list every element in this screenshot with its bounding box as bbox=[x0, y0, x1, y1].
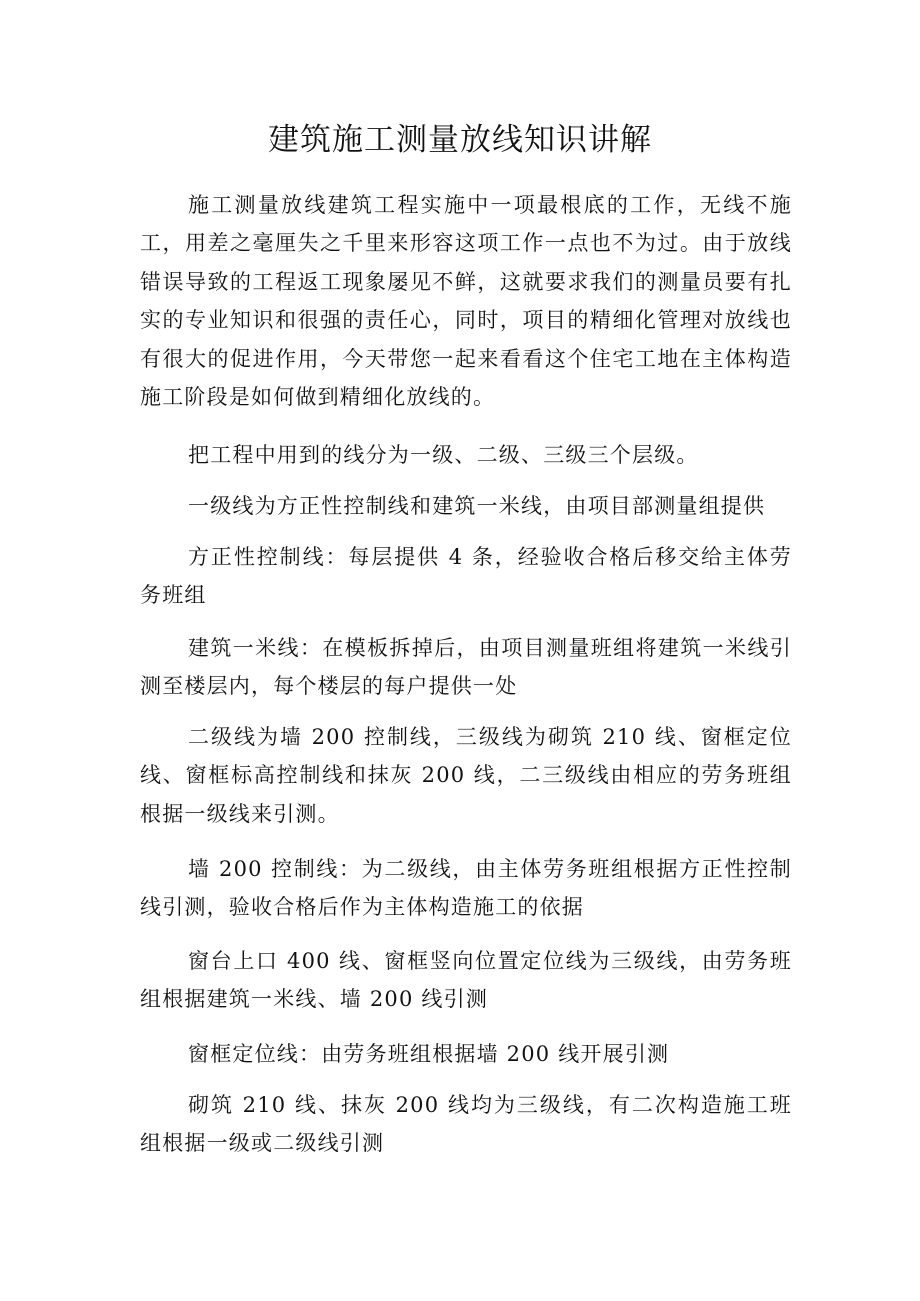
document-title: 建筑施工测量放线知识讲解 bbox=[268, 122, 652, 158]
paragraph-line-levels: 把工程中用到的线分为一级、二级、三级三个层级。 bbox=[188, 443, 699, 467]
paragraph-wall-200-line: 墙 200 控制线：为二级线，由主体劳务班组根据方正性控制线引测，验收合格后作为主体构造施工的依据 bbox=[140, 857, 792, 920]
paragraph-first-level: 一级线为方正性控制线和建筑一米线，由项目部测量组提供 bbox=[188, 494, 766, 518]
paragraph-squareness-control: 方正性控制线：每层提供 4 条，经验收合格后移交给主体劳务班组 bbox=[140, 545, 792, 608]
paragraph-window-frame-line: 窗框定位线：由劳务班组根据墙 200 线开展引测 bbox=[188, 1042, 670, 1066]
paragraph-second-third-level: 二级线为墙 200 控制线，三级线为砌筑 210 线、窗框定位线、窗框标高控制线和抹灰 200 线，二三级线由相应的劳务班组根据一级线来引测。 bbox=[140, 725, 792, 826]
paragraph-masonry-plaster-line: 砌筑 210 线、抹灰 200 线均为三级线，有二次构造施工班组根据一级或二级线引测 bbox=[140, 1093, 792, 1156]
paragraph-intro: 施工测量放线建筑工程实施中一项最根底的工作，无线不施工，用差之毫厘失之千里来形容这项工作一点也不为过。由于放线错误导致的工程返工现象屡见不鲜，这就要求我们的测量员要有扎实的专业知识和很强的责任心，同时，项目的精细化管理对放线也有很大的促进作用，今天带您一起来看看这个住宅工地在主体构造施工阶段是如何做到精细化放线的。 bbox=[140, 193, 792, 410]
paragraph-window-400-line: 窗台上口 400 线、窗框竖向位置定位线为三级线，由劳务班组根据建筑一米线、墙 200 线引测 bbox=[140, 949, 792, 1012]
paragraph-one-meter-line: 建筑一米线：在模板拆掉后，由项目测量班组将建筑一米线引测至楼层内，每个楼层的每户提供一处 bbox=[140, 636, 792, 699]
